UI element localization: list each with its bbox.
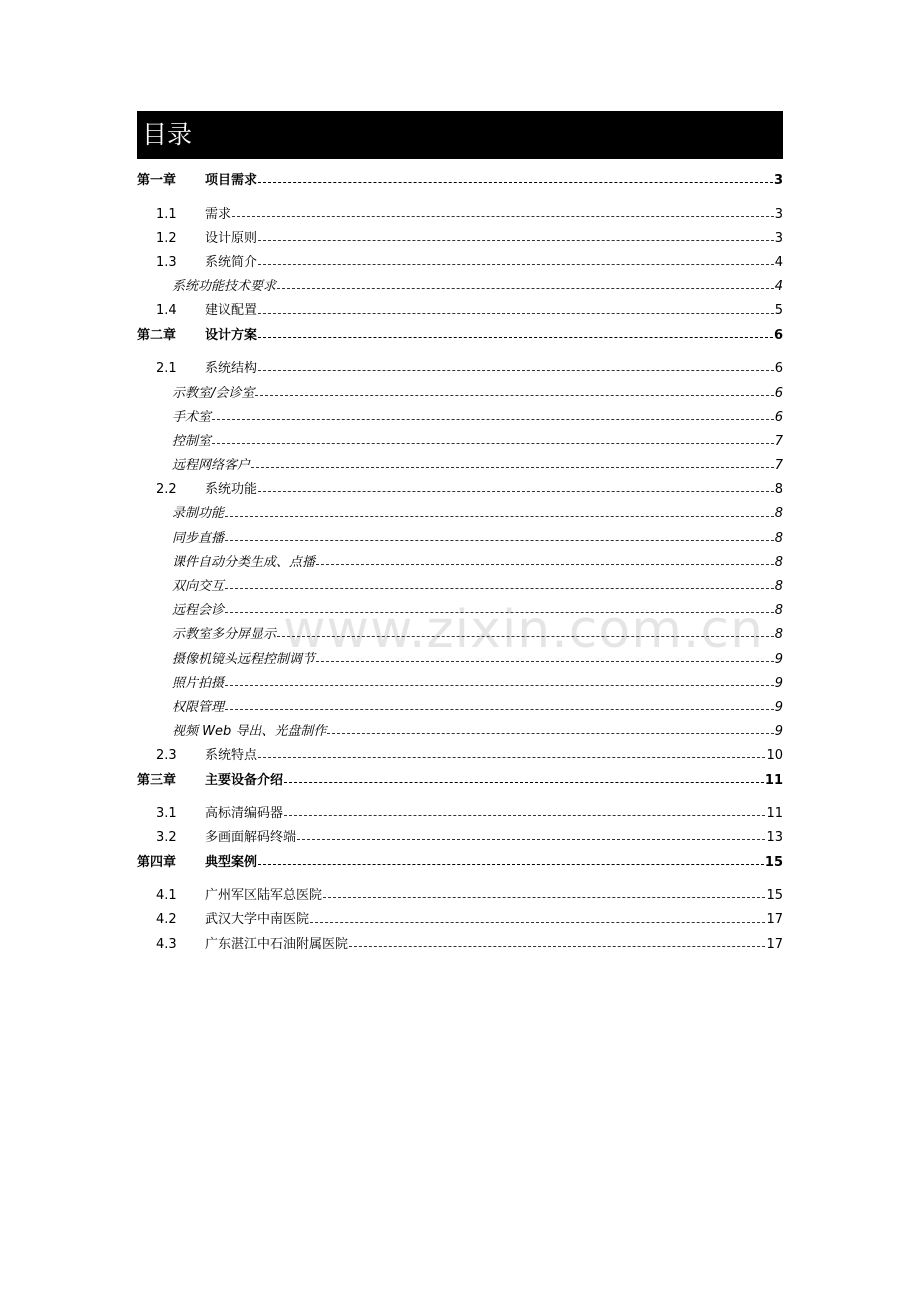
toc-entry-number: 1.4 — [156, 303, 177, 319]
dot-leader — [284, 781, 764, 783]
toc-entry-page: 4 — [774, 255, 783, 271]
toc-entry-section[interactable] — [137, 478, 783, 502]
toc-entry-page: 9 — [774, 675, 783, 691]
toc-entry-section[interactable] — [137, 908, 783, 932]
toc-entry-section[interactable] — [137, 802, 783, 826]
dot-leader — [327, 732, 773, 734]
toc-entry-page: 11 — [764, 772, 783, 788]
toc-entry-title: 同步直播 — [172, 530, 225, 546]
toc-entry-page: 8 — [774, 554, 783, 570]
toc-entry-number: 3.2 — [156, 830, 177, 846]
toc-entry-sub[interactable] — [137, 551, 783, 575]
toc-entry-page: 9 — [774, 699, 783, 715]
toc-entry-section[interactable] — [137, 933, 783, 957]
toc-entry-sub[interactable] — [137, 275, 783, 299]
toc-entry-title: 远程会诊 — [172, 603, 225, 619]
dot-leader — [258, 263, 774, 265]
dot-leader — [258, 756, 765, 758]
toc-entry-section[interactable] — [137, 357, 783, 381]
toc-entry-section[interactable] — [137, 299, 783, 323]
toc-entry-title: 系统功能 — [205, 482, 258, 498]
toc-entry-number: 2.1 — [156, 361, 177, 377]
toc-entry-title: 照片拍摄 — [172, 675, 225, 691]
toc-entry-title: 示教室多分屏显示 — [172, 627, 277, 643]
toc-entry-page: 17 — [766, 936, 783, 952]
toc-entry-title: 视频 Web 导出、光盘制作 — [172, 724, 327, 740]
toc-entry-sub[interactable] — [137, 527, 783, 551]
dot-leader — [277, 287, 774, 289]
toc-entry-page: 6 — [774, 385, 783, 401]
toc-entry-page: 8 — [774, 627, 783, 643]
toc-entry-title: 示教室/会诊室 — [172, 385, 255, 401]
toc-entry-page: 5 — [774, 303, 783, 319]
dot-leader — [277, 635, 774, 637]
toc-entry-section[interactable] — [137, 203, 783, 227]
toc-entry-page: 9 — [774, 724, 783, 740]
toc-entry-sub[interactable] — [137, 430, 783, 454]
dot-leader — [349, 945, 765, 947]
dot-leader — [255, 394, 773, 396]
toc-entry-page: 13 — [766, 830, 783, 846]
toc-entry-number: 第一章 — [137, 173, 177, 188]
toc-entry-page: 15 — [764, 854, 783, 870]
toc-entry-page: 7 — [774, 433, 783, 449]
toc-entry-title: 项目需求 — [205, 173, 258, 188]
toc-entry-sub[interactable] — [137, 454, 783, 478]
dot-leader — [225, 539, 774, 541]
toc-entry-section[interactable] — [137, 227, 783, 251]
toc-entry-title: 课件自动分类生成、点播 — [172, 554, 316, 570]
toc-entry-number: 2.3 — [156, 748, 177, 764]
toc-entry-sub[interactable] — [137, 406, 783, 430]
toc-entry-page: 3 — [774, 206, 783, 222]
dot-leader — [258, 369, 774, 371]
toc-entry-number: 4.2 — [156, 912, 177, 928]
toc-entry-page: 8 — [774, 530, 783, 546]
toc-entry-page: 15 — [766, 888, 783, 904]
toc-entry-number: 3.1 — [156, 806, 177, 822]
toc-entry-page: 3 — [773, 173, 783, 188]
toc-entry-title: 典型案例 — [205, 854, 258, 870]
dot-leader — [212, 418, 774, 420]
toc-entry-title: 多画面解码终端 — [205, 830, 297, 846]
dot-leader — [258, 336, 773, 338]
dot-leader — [284, 814, 765, 816]
toc-entry-number: 1.1 — [156, 206, 177, 222]
toc-entry-page: 6 — [774, 409, 783, 425]
dot-leader — [316, 660, 774, 662]
toc-entry-sub[interactable] — [137, 623, 783, 647]
toc-entry-sub[interactable] — [137, 382, 783, 406]
toc-entry-sub[interactable] — [137, 720, 783, 744]
toc-entry-page: 17 — [766, 912, 783, 928]
toc-entry-page: 8 — [774, 482, 783, 498]
dot-leader — [251, 466, 774, 468]
toc-entry-sub[interactable] — [137, 599, 783, 623]
toc-entry-page: 9 — [774, 651, 783, 667]
toc-entry-chapter[interactable] — [137, 324, 783, 349]
toc-entry-title: 系统结构 — [205, 361, 258, 377]
toc-entry-title: 系统简介 — [205, 255, 258, 271]
toc-entry-page: 3 — [774, 230, 783, 246]
toc-entry-number: 2.2 — [156, 482, 177, 498]
toc-entry-sub[interactable] — [137, 672, 783, 696]
table-of-contents — [137, 169, 783, 957]
toc-entry-title: 摄像机镜头远程控制调节 — [172, 651, 316, 667]
toc-entry-title: 设计方案 — [205, 327, 258, 343]
toc-entry-title: 系统特点 — [205, 748, 258, 764]
toc-entry-number: 1.2 — [156, 230, 177, 246]
dot-leader — [232, 215, 774, 217]
dot-leader — [258, 863, 764, 865]
toc-entry-section[interactable] — [137, 826, 783, 850]
toc-entry-number: 4.1 — [156, 888, 177, 904]
toc-entry-title: 权限管理 — [172, 699, 225, 715]
toc-entry-number: 第四章 — [137, 854, 177, 870]
toc-entry-title: 主要设备介绍 — [205, 772, 284, 788]
toc-entry-page: 8 — [774, 579, 783, 594]
toc-entry-chapter[interactable] — [137, 169, 783, 194]
toc-entry-title: 武汉大学中南医院 — [205, 912, 310, 928]
toc-entry-page: 8 — [774, 603, 783, 619]
watermark: www.zixin.com.cn — [283, 600, 764, 660]
toc-entry-sub[interactable] — [137, 696, 783, 720]
toc-entry-title: 双向交互 — [172, 579, 225, 594]
toc-entry-sub[interactable] — [137, 575, 783, 599]
toc-entry-section[interactable] — [137, 251, 783, 275]
toc-entry-title: 设计原则 — [205, 230, 258, 246]
dot-leader — [225, 708, 774, 710]
dot-leader — [258, 312, 774, 314]
toc-entry-title: 系统功能技术要求 — [172, 279, 277, 295]
toc-entry-title: 建议配置 — [205, 303, 258, 319]
toc-entry-sub[interactable] — [137, 502, 783, 526]
dot-leader — [258, 490, 774, 492]
toc-entry-title: 广州军区陆军总医院 — [205, 888, 323, 904]
toc-entry-page: 8 — [774, 506, 783, 522]
dot-leader — [225, 515, 774, 517]
dot-leader — [297, 838, 765, 840]
toc-entry-page: 11 — [766, 806, 783, 822]
toc-entry-title: 手术室 — [172, 409, 212, 425]
toc-entry-page: 10 — [766, 748, 783, 764]
toc-entry-section[interactable] — [137, 744, 783, 768]
toc-entry-page: 6 — [773, 327, 783, 343]
toc-entry-sub[interactable] — [137, 648, 783, 672]
toc-entry-page: 6 — [774, 361, 783, 377]
toc-header-bar — [137, 111, 783, 159]
dot-leader — [258, 239, 774, 241]
toc-entry-number: 第二章 — [137, 327, 177, 343]
dot-leader — [212, 442, 774, 444]
dot-leader — [310, 921, 765, 923]
toc-entry-title: 控制室 — [172, 433, 212, 449]
toc-entry-chapter[interactable] — [137, 851, 783, 876]
toc-entry-number: 4.3 — [156, 936, 177, 952]
toc-entry-title: 录制功能 — [172, 506, 225, 522]
dot-leader — [316, 563, 774, 565]
toc-entry-section[interactable] — [137, 884, 783, 908]
toc-entry-title: 需求 — [205, 206, 232, 222]
toc-entry-title: 广东湛江中石油附属医院 — [205, 936, 349, 952]
dot-leader — [258, 181, 773, 183]
dot-leader — [225, 684, 774, 686]
dot-leader — [323, 896, 765, 898]
dot-leader — [225, 611, 774, 613]
toc-entry-title: 远程网络客户 — [172, 458, 251, 474]
dot-leader — [225, 587, 774, 589]
toc-entry-page: 7 — [774, 458, 783, 474]
toc-entry-chapter[interactable] — [137, 769, 783, 794]
toc-title: 目录 — [142, 120, 193, 149]
toc-entry-page: 4 — [774, 279, 783, 295]
toc-entry-number: 第三章 — [137, 772, 177, 788]
toc-entry-number: 1.3 — [156, 255, 177, 271]
toc-entry-title: 高标清编码器 — [205, 806, 284, 822]
